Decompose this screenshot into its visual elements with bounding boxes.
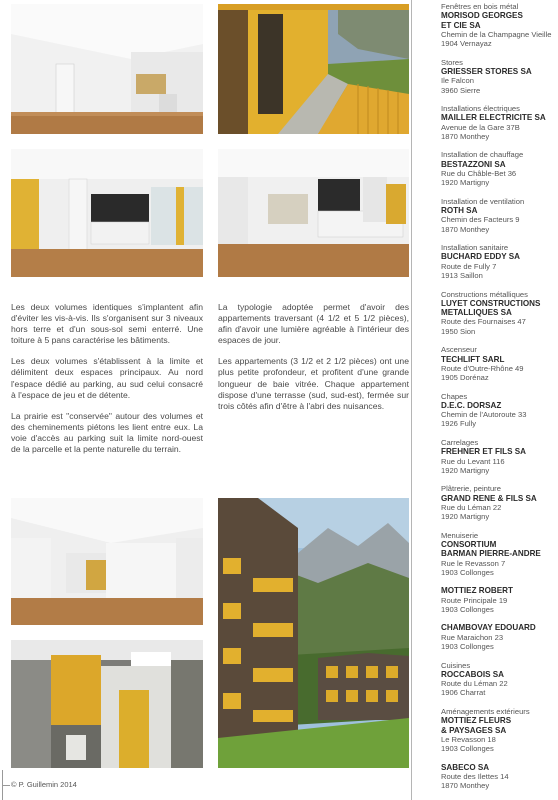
contractor-name: MAILLER ELECTRICITE SA <box>441 113 546 123</box>
contractor-name: & PAYSAGES SA <box>441 725 507 735</box>
contractor-name: GRAND RENE & FILS SA <box>441 493 537 503</box>
contractor-address-line: 1870 Monthey <box>441 131 490 141</box>
photo-balcony-walkway <box>218 4 409 134</box>
crop-mark <box>2 785 10 786</box>
contractor-entry <box>414 104 558 141</box>
contractor-entry <box>414 531 558 577</box>
photo-exterior-buildings-mountains <box>218 498 409 768</box>
contractor-address-line: Rue du Châble-Bet 36 <box>441 169 517 179</box>
contractor-name: CONSORTIUM <box>441 540 497 550</box>
contractor-address-line: 1870 Monthey <box>441 224 490 234</box>
contractor-address-line: 1920 Martigny <box>441 512 490 522</box>
contractor-address-line: 1904 Vernayaz <box>441 39 492 49</box>
contractor-address-line: Rue le Revasson 7 <box>441 558 506 568</box>
contractor-address-line: 1870 Monthey <box>441 781 490 791</box>
contractor-category: Carrelages <box>441 437 479 447</box>
contractor-address-line: 1920 Martigny <box>441 465 490 475</box>
contractor-address-line: Route Principale 19 <box>441 595 508 605</box>
contractor-name: BARMAN PIERRE-ANDRE <box>441 549 541 559</box>
contractor-address-line: 1903 Collonges <box>441 604 494 614</box>
contractor-address-line: Chemin de l'Autoroute 33 <box>441 410 527 420</box>
photo-interior-room-ceiling <box>11 498 203 625</box>
contractor-name: SABECO SA <box>441 762 490 772</box>
contractor-address-line: Ile Falcon <box>441 76 474 86</box>
contractor-entry <box>414 58 558 95</box>
contractor-category: Aménagements extérieurs <box>441 706 530 716</box>
contractor-category: Chapes <box>441 391 468 401</box>
contractor-address-line: Route de Fully 7 <box>441 261 497 271</box>
contractor-name: ROCCABOIS SA <box>441 669 504 679</box>
contractor-address-line: 3960 Sierre <box>441 85 481 95</box>
contractor-name: ET CIE SA <box>441 20 481 30</box>
contractor-category: Installation de ventilation <box>441 196 525 206</box>
contractor-address-line: Rue du Levant 116 <box>441 456 505 466</box>
contractor-address-line: Rue Maraichon 23 <box>441 632 504 642</box>
contractor-entry <box>414 150 558 187</box>
contractor-name: GRIESSER STORES SA <box>441 66 532 76</box>
contractor-name: BUCHARD EDDY SA <box>441 252 520 262</box>
contractor-name: LUYET CONSTRUCTIONS <box>441 298 541 308</box>
contractor-category: Plâtrerie, peinture <box>441 484 501 494</box>
photo-interior-living-room <box>11 4 203 134</box>
contractors-sidebar <box>414 0 558 800</box>
contractor-category: Stores <box>441 57 463 67</box>
contractor-address-line: Chemin des Facteurs 9 <box>441 215 520 225</box>
contractor-address-line: Route des Ilettes 14 <box>441 771 509 781</box>
paragraph: Les deux volumes s'établissent à la limite et délimitent deux espaces principaux. Au nord l'espace dédié au parking, au sud celui consacré à l'espace de jeu et de détente. <box>11 356 203 400</box>
contractor-category: Menuiserie <box>441 530 479 540</box>
contractor-name: BESTAZZONI SA <box>441 159 506 169</box>
contractor-address-line: Le Revasson 18 <box>441 734 496 744</box>
contractor-address-line: 1913 Saillon <box>441 271 483 281</box>
photo-interior-open-plan <box>218 149 409 277</box>
photo-interior-kitchen <box>11 149 203 277</box>
contractor-address-line: Route d'Outre-Rhône 49 <box>441 363 524 373</box>
contractor-address-line: 1903 Collonges <box>441 567 494 577</box>
contractor-entry <box>414 484 558 521</box>
contractor-name: TECHLIFT SARL <box>441 354 505 364</box>
contractor-entry <box>414 586 558 614</box>
paragraph: Les appartements (3 1/2 et 2 1/2 pièces) ont une plus petite profondeur, et profitent d'une grande longueur de baie vitrée. Chaque appartement dispose d'une terrasse (sud, sud-est), fermée sur trois côtés afin d'être à l'abri des nuisances. <box>218 356 409 411</box>
contractor-entry <box>414 290 558 336</box>
contractor-category: Installations électriques <box>441 104 520 114</box>
contractor-address-line: Avenue de la Gare 37B <box>441 122 520 132</box>
contractor-entry <box>414 243 558 280</box>
contractor-address-line: 1903 Collonges <box>441 642 494 652</box>
contractor-entry <box>414 661 558 698</box>
contractor-entry <box>414 2 558 48</box>
contractor-category: Installation de chauffage <box>441 150 524 160</box>
contractor-entry <box>414 392 558 429</box>
contractor-category: Installation sanitaire <box>441 243 509 253</box>
contractor-name: CHAMBOVAY EDOUARD <box>441 623 536 633</box>
contractor-entry <box>414 345 558 382</box>
paragraph: La typologie adoptée permet d'avoir des appartements traversant (4 1/2 et 5 1/2 pièces), afin d'avoir une lumière agréable à l'intérieur des espaces de jour. <box>218 302 409 346</box>
contractor-address-line: Route du Léman 22 <box>441 679 508 689</box>
contractor-entry <box>414 438 558 475</box>
contractor-address-line: Rue du Léman 22 <box>441 502 502 512</box>
photo-corridor-yellow <box>11 640 203 768</box>
contractor-name: MORISOD GEORGES <box>441 11 523 21</box>
contractor-category: Constructions métalliques <box>441 289 528 299</box>
contractor-name: ROTH SA <box>441 206 478 216</box>
contractor-entry <box>414 763 558 791</box>
contractor-name: METALLIQUES SA <box>441 308 512 318</box>
contractor-name: MOTTIEZ ROBERT <box>441 586 513 596</box>
contractor-address-line: 1950 Sion <box>441 326 476 336</box>
contractor-name: MOTTIEZ FLEURS <box>441 716 512 726</box>
contractor-address-line: 1906 Charrat <box>441 688 486 698</box>
photo-credit: © P. Guillemin 2014 <box>11 780 77 789</box>
contractor-category: Ascenseur <box>441 345 477 355</box>
contractor-entry <box>414 623 558 651</box>
contractor-category: Cuisines <box>441 660 471 670</box>
body-text-left-column <box>11 302 203 465</box>
contractor-address-line: Route des Fournaises 47 <box>441 317 526 327</box>
contractor-name: D.E.C. DORSAZ <box>441 400 502 410</box>
contractor-name: FREHNER ET FILS SA <box>441 447 526 457</box>
contractor-address-line: 1920 Martigny <box>441 178 490 188</box>
contractor-list <box>414 0 558 790</box>
contractor-address-line: 1903 Collonges <box>441 744 494 754</box>
body-text-right-column <box>218 302 409 422</box>
contractor-entry <box>414 707 558 753</box>
paragraph: Les deux volumes identiques s'implantent afin d'éviter les vis-à-vis. Ils s'organisent sur 3 niveaux hors terre et d'un sous-sol semi enterré. Une toiture à 5 pans caractérise les bâtiments. <box>11 302 203 346</box>
contractor-entry <box>414 197 558 234</box>
sidebar-divider <box>411 0 412 800</box>
contractor-address-line: 1905 Dorénaz <box>441 373 489 383</box>
contractor-address-line: Chemin de la Champagne Vieille <box>441 29 552 39</box>
paragraph: La prairie est "conservée" autour des volumes et des cheminements piétons les lient entre eux. La voie d'accès au parking suit la limite nord-ouest de la parcelle et la pente naturelle du terrain. <box>11 410 203 455</box>
contractor-address-line: 1926 Fully <box>441 419 477 429</box>
contractor-category: Fenêtres en bois métal <box>441 2 519 11</box>
